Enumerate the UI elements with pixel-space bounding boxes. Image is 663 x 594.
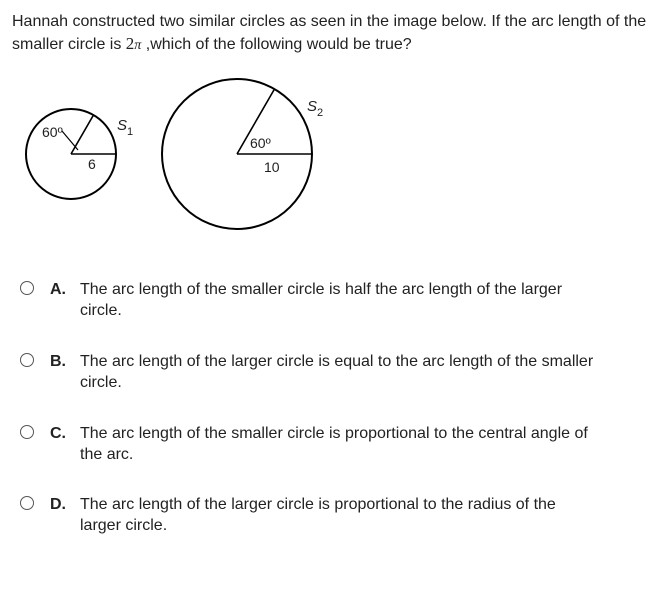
option-c-line-1: The arc length of the smaller circle is proportional to the central angle of (80, 425, 588, 442)
small-radius-label: 6 (88, 156, 96, 172)
option-a-text (80, 279, 660, 321)
small-angle-label: 60º (42, 124, 63, 140)
option-c-text (80, 423, 660, 465)
option-b-text (80, 351, 660, 393)
large-arc-label: $S_2$ (307, 98, 324, 119)
small-radius-line-angled (71, 115, 94, 154)
option-c-radio[interactable] (20, 425, 34, 439)
option-d-line-1: The arc length of the larger circle is proportional to the radius of the (80, 496, 556, 513)
option-a-line-1: The arc length of the smaller circle is half the arc length of the larger (80, 281, 563, 298)
question-text-end: ,which of the following would be true? (141, 36, 412, 53)
option-c-line-2: the arc. (80, 446, 134, 463)
option-d-text (80, 494, 660, 536)
option-c-letter: C. (50, 425, 66, 442)
question-text (12, 11, 652, 57)
small-arc-label: $S_1$ (117, 117, 134, 138)
large-radius-label: 10 (264, 159, 280, 175)
option-b-line-1: The arc length of the larger circle is equal to the arc length of the smaller (80, 353, 594, 370)
small-angle-pointer (62, 131, 78, 150)
circles-figure (0, 70, 663, 245)
option-b-line-2: circle. (80, 374, 122, 391)
question-text-start: Hannah constructed two similar circles as seen in the image below. If the arc length of the smaller circle is (12, 13, 647, 53)
large-circle-group (162, 79, 323, 229)
option-b-radio[interactable] (20, 353, 34, 367)
math-number: 2 (125, 34, 135, 53)
math-pi: π (134, 38, 142, 53)
circles-diagram (0, 70, 663, 240)
math-expression (126, 34, 142, 53)
option-d-radio[interactable] (20, 496, 34, 510)
option-a-letter: A. (50, 281, 66, 298)
option-a-line-2: circle. (80, 302, 122, 319)
option-a-radio[interactable] (20, 281, 34, 295)
small-circle-group (26, 109, 133, 199)
large-angle-label: 60º (250, 135, 271, 151)
option-d-line-2: larger circle. (80, 517, 168, 534)
option-d-letter: D. (50, 496, 66, 513)
option-b-letter: B. (50, 353, 66, 370)
